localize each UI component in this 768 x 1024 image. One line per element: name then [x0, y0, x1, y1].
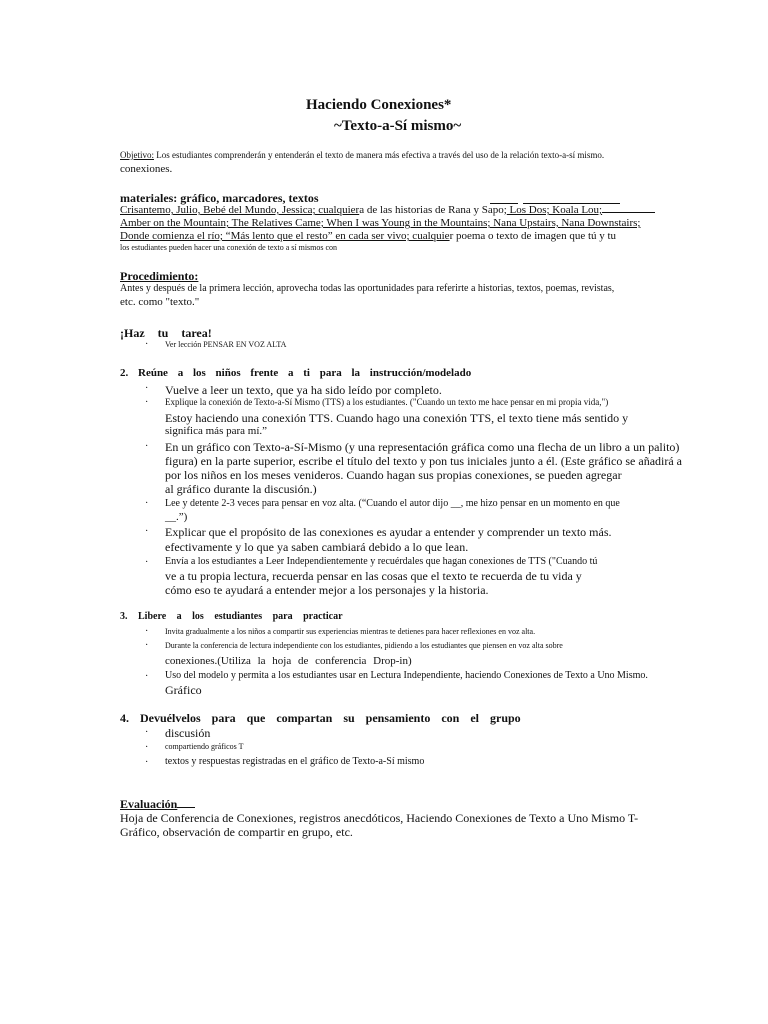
- section-4-item-1: discusión: [165, 726, 211, 740]
- bullet: ·: [145, 339, 149, 350]
- evaluation-heading-text: Evaluación: [120, 797, 178, 811]
- objective-label: Objetivo:: [120, 150, 154, 160]
- bullet: ·: [145, 441, 149, 452]
- materials-line-2: Amber on the Mountain; The Relatives Came; When I was Young in the Mountains; Nana Upstairs, Nana Downstairs;: [120, 217, 641, 229]
- bullet: ·: [145, 742, 149, 753]
- objective-text: [120, 150, 604, 161]
- materials-line-3a: Donde comienza el río; “Más lento que el resto” en cada ser vivo; cualquie: [120, 230, 450, 242]
- evaluation-heading: [120, 797, 195, 811]
- materials-line-1: [120, 204, 655, 217]
- section-2-item-4-line-1: Lee y detente 2-3 veces para pensar en voz alta. (“Cuando el autor dijo __, me hizo pensar en un momento en que: [165, 498, 620, 509]
- section-4-heading: 4. Devuélvelos para que compartan su pensamiento con el grupo: [120, 711, 521, 725]
- document-subtitle: ~Texto-a-Sí mismo~: [334, 118, 462, 134]
- section-3-item-3-line-1: Uso del modelo y permita a los estudiantes usar en Lectura Independiente, haciendo Conexiones de Texto a Uno Mismo.: [165, 670, 648, 681]
- section-3-item-1: Invita gradualmente a los niños a compartir sus experiencias mientras te detienes para hacer reflexiones en voz alta.: [165, 627, 536, 636]
- section-3-heading: 3. Libere a los estudiantes para practicar: [120, 611, 343, 622]
- section-2-item-2-line-2: Estoy haciendo una conexión TTS. Cuando hago una conexión TTS, el texto tiene más sentido y: [165, 411, 629, 425]
- procedure-heading: Procedimiento:: [120, 269, 199, 283]
- bullet: ·: [145, 557, 149, 568]
- bullet: ·: [145, 383, 149, 394]
- bullet: ·: [145, 626, 149, 637]
- section-2-item-5-line-2: efectivamente y lo que ya saben cambiará debido a lo que lean.: [165, 540, 469, 554]
- bullet: ·: [145, 640, 149, 651]
- materials-title-1: Crisantemo, Julio,: [120, 204, 201, 216]
- section-2-item-3-line-1: En un gráfico con Texto-a-Sí-Mismo (y una representación gráfica como una flecha de un libro a un palito): [165, 440, 680, 454]
- section-2-item-2-line-1: Explique la conexión de Texto-a-Sí Mismo (TTS) a los estudiantes. ("Cuando un texto me hace pensar en mi propia vida,"): [165, 397, 609, 407]
- section-2-item-6-line-3: cómo eso te ayudará a entender mejor a los personajes y la historia.: [165, 583, 489, 597]
- bullet: ·: [145, 757, 149, 768]
- procedure-line-2: etc. como "texto.": [120, 296, 200, 308]
- bullet: ·: [145, 671, 149, 682]
- section-2-item-5-line-1: Explicar que el propósito de las conexiones es ayudar a entender y comprender un texto más.: [165, 525, 612, 539]
- section-2-item-2-line-3: significa más para mí.”: [165, 425, 268, 437]
- procedure-line-1: Antes y después de la primera lección, aprovecha todas las oportunidades para referirte a historias, textos, poemas, revistas,: [120, 283, 615, 294]
- section-4-item-2: compartiendo gráficos T: [165, 742, 244, 751]
- section-3-item-3-line-2: Gráfico: [165, 683, 202, 697]
- homework-heading: ¡Haz tu tarea!: [120, 326, 212, 340]
- document-title: Haciendo Conexiones*: [306, 97, 452, 113]
- materials-title-2: Bebé del Mundo, Jessica; cualquier: [200, 204, 360, 216]
- section-2-item-4-line-2: __.”): [165, 511, 188, 523]
- section-2-item-3-line-2: figura) en la parte superior, escribe el título del texto y pon tus iniciales junto a él. (Este gráfico se añadirá a: [165, 454, 682, 468]
- objective-body: Los estudiantes comprenderán y entenderán el texto de manera más efectiva a través del uso de la relación texto-a-sí mismo.: [154, 150, 605, 160]
- evaluation-line-1: Hoja de Conferencia de Conexiones, registros anecdóticos, Haciendo Conexiones de Texto a Uno Mismo T-: [120, 811, 639, 825]
- materials-line-3: [120, 230, 616, 243]
- materials-title-4: Los Dos; Koala Lou;: [506, 204, 603, 216]
- section-2-item-3-line-4: al gráfico durante la discusión.): [165, 482, 317, 496]
- homework-item-1: Ver lección PENSAR EN VOZ ALTA: [165, 340, 287, 349]
- section-4-item-3: textos y respuestas registradas en el gráfico de Texto-a-Sí mismo: [165, 756, 425, 767]
- bullet: ·: [145, 727, 149, 738]
- bullet: ·: [145, 498, 149, 509]
- section-3-item-2-line-2: conexiones.(Utiliza la hoja de conferencia Drop-in): [165, 655, 412, 667]
- section-2-item-1: Vuelve a leer un texto, que ya ha sido leído por completo.: [165, 383, 442, 397]
- section-3-item-2-line-1: Durante la conferencia de lectura independiente con los estudiantes, pidiendo a los estudiantes que piensen en voz alta sobre: [165, 641, 563, 650]
- materials-line-3b: r poema o texto de imagen que tú y tu: [449, 230, 617, 242]
- bullet: ·: [145, 526, 149, 537]
- materials-heading: materiales: gráfico, marcadores, textos: [120, 191, 319, 205]
- section-2-item-3-line-3: por los niños en los meses venideros. Cuando hagan sus propias conexiones, se pueden agregar: [165, 468, 622, 482]
- materials-title-3: a de las historias de Rana y Sapo;: [359, 204, 507, 216]
- section-2-item-6-line-2: ve a tu propia lectura, recuerda pensar en las cosas que el texto te recuerda de tu vida y: [165, 569, 582, 583]
- section-2-heading: 2. Reúne a los niños frente a ti para la instrucción/modelado: [120, 367, 472, 379]
- bullet: ·: [145, 397, 149, 408]
- objective-continuation: conexiones.: [120, 163, 173, 175]
- section-2-item-6-line-1: Envía a los estudiantes a Leer Independientemente y recuérdales que hagan conexiones de TTS ("Cuando tú: [165, 556, 598, 567]
- evaluation-line-2: Gráfico, observación de compartir en grupo, etc.: [120, 825, 353, 839]
- materials-line-4: los estudiantes pueden hacer una conexión de texto a sí mismos con: [120, 243, 338, 252]
